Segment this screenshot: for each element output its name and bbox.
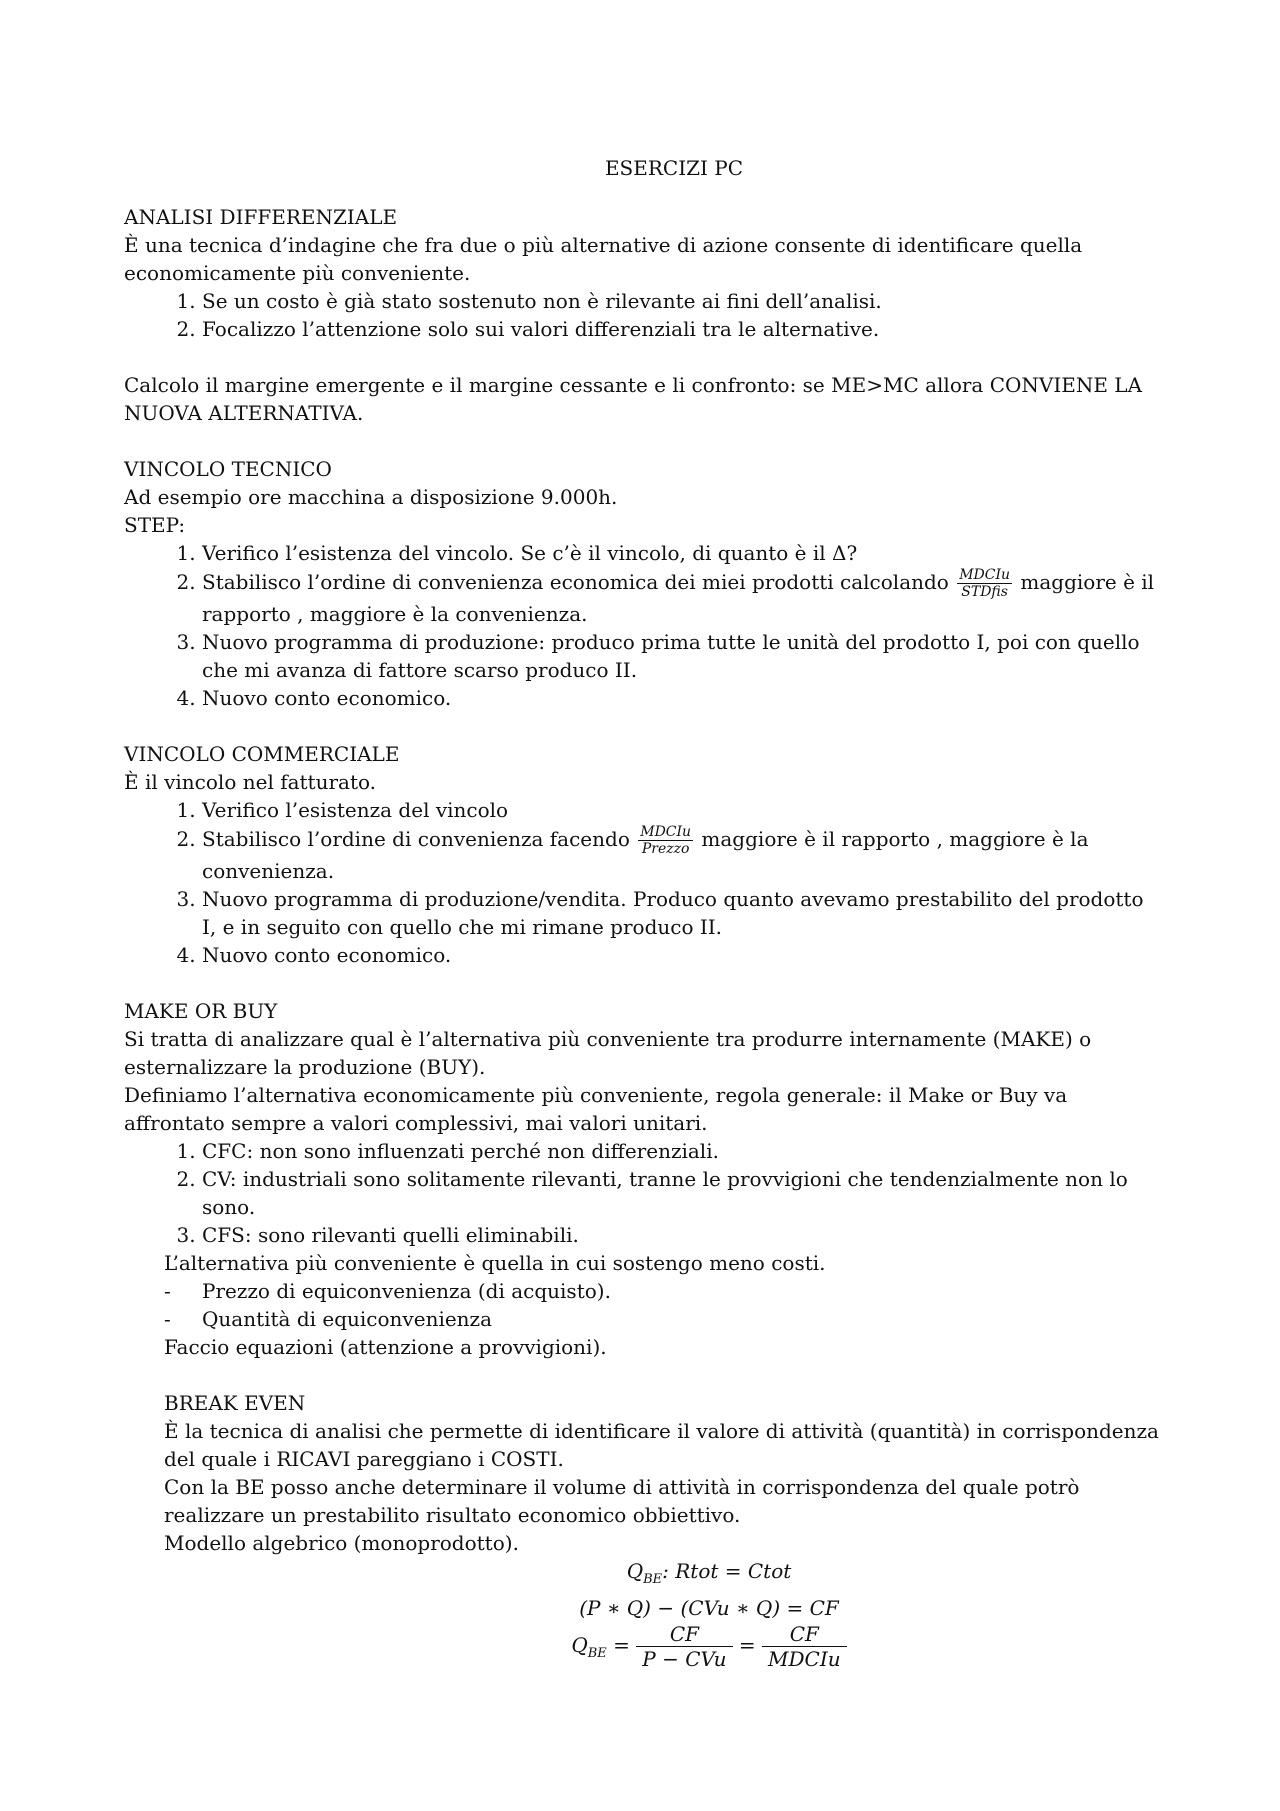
paragraph: Faccio equazioni (attenzione a provvigioni). [164,1335,607,1359]
paragraph: È la tecnica di analisi che permette di identificare il valore di attività (quantità) in corrispondenza del quale i RICAVI pareggiano i COSTI. [164,1419,1159,1471]
fraction-denominator: P − CVu [642,1647,727,1671]
section-vincolo-tecnico [124,455,1164,712]
section-heading: VINCOLO TECNICO [124,457,332,481]
section-vincolo-commerciale [124,740,1164,969]
formula-operator: = [738,1633,756,1657]
section-heading: MAKE OR BUY [124,999,278,1023]
formula-symbol: Q [571,1633,588,1657]
formula-line [254,1622,1164,1671]
section-heading: VINCOLO COMMERCIALE [124,742,400,766]
list-item: 1. Verifico l’esistenza del vincolo. Se c’è il vincolo, di quanto è il Δ? [202,539,1164,567]
formula-subscript: BE [587,1646,607,1661]
paragraph: Definiamo l’alternativa economicamente più conveniente, regola generale: il Make or Buy va affrontato sempre a valori complessivi, mai valori unitari. [124,1083,1068,1135]
list-item-text: Stabilisco l’ordine di convenienza facendo [202,827,630,851]
paragraph: STEP: [124,513,186,537]
section-analisi-differenziale [124,203,1164,427]
list-item: 3. Nuovo programma di produzione: produco prima tutte le unità del prodotto I, poi con quello che mi avanza di fattore scarso produco II. [202,628,1164,684]
formula-subscript: BE [643,1572,663,1587]
list-item: 2. Focalizzo l’attenzione solo sui valori differenziali tra le alternative. [202,315,1164,343]
paragraph: È una tecnica d’indagine che fra due o più alternative di azione consente di identificare quella economicamente più conveniente. [124,233,1083,285]
list-item-text: Stabilisco l’ordine di convenienza economica dei miei prodotti calcolando [202,570,949,594]
list-item: 1. Verifico l’esistenza del vincolo [202,796,1164,824]
paragraph: L’alternativa più conveniente è quella in cui sostengo meno costi. [164,1251,826,1275]
numbered-list [124,539,1164,712]
numbered-list [124,287,1164,343]
list-item-text: maggiore è il rapporto , maggiore è la convenienza. [202,827,1089,883]
list-item: 1. Se un costo è già stato sostenuto non è rilevante ai fini dell’analisi. [202,287,1164,315]
list-item: 2. CV: industriali sono solitamente rilevanti, tranne le provvigioni che tendenzialmente non lo sono. [202,1165,1164,1221]
formula-line [254,1557,1164,1594]
page-title: ESERCIZI PC [604,156,744,180]
fraction-denominator: STDfis [961,584,1008,600]
paragraph: Modello algebrico (monoprodotto). [164,1531,519,1555]
section-break-even [124,1389,1164,1671]
paragraph: Con la BE posso anche determinare il volume di attività in corrispondenza del quale potrò realizzare un prestabilito risultato economico obbiettivo. [164,1475,1080,1527]
fraction [638,824,693,857]
fraction-numerator: MDCIu [640,824,692,840]
fraction [762,1622,847,1671]
list-item: 3. CFS: sono rilevanti quelli eliminabili. [202,1221,1164,1249]
fraction-denominator: MDCIu [768,1647,841,1671]
section-make-or-buy [124,997,1164,1361]
fraction-denominator: Prezzo [641,841,690,857]
paragraph: Si tratta di analizzare qual è l’alternativa più conveniente tra produrre internamente (MAKE) o esternalizzare la produzione (BUY). [124,1027,1092,1079]
list-item: 1. CFC: non sono influenzati perché non differenziali. [202,1137,1164,1165]
fraction-numerator: CF [762,1622,847,1647]
paragraph: Calcolo il margine emergente e il margine cessante e li confronto: se ME>MC allora CONVIENE LA NUOVA ALTERNATIVA. [124,373,1143,425]
formula-symbol: Q [626,1559,644,1583]
list-item: 4. Nuovo conto economico. [202,941,1164,969]
document-page [124,154,1164,1671]
formula-operator: = [613,1633,630,1657]
formula-line: (P ∗ Q) − (CVu ∗ Q) = CF [579,1596,839,1620]
formula-text: : Rtot = Ctot [662,1559,792,1583]
fraction-numerator: CF [636,1622,732,1647]
list-item [202,567,1164,628]
fraction [636,1622,732,1671]
list-item: 3. Nuovo programma di produzione/vendita. Produco quanto avevamo prestabilito del prodotto I, e in seguito con quello che mi rimane produco II. [202,885,1164,941]
numbered-list [124,1137,1164,1249]
fraction-numerator: MDCIu [959,567,1011,583]
list-item [202,824,1164,885]
formula-block [164,1557,1164,1671]
list-item-text: maggiore è il rapporto , maggiore è la convenienza. [202,570,1155,626]
paragraph: È il vincolo nel fatturato. [124,770,377,794]
section-heading: ANALISI DIFFERENZIALE [124,205,398,229]
dash-list [124,1277,1164,1333]
numbered-list [124,796,1164,969]
list-item: - Prezzo di equiconvenienza (di acquisto). [164,1277,1164,1305]
list-item: - Quantità di equiconvenienza [164,1305,1164,1333]
section-heading: BREAK EVEN [164,1391,306,1415]
fraction [957,567,1012,600]
paragraph: Ad esempio ore macchina a disposizione 9.000h. [124,485,618,509]
list-item: 4. Nuovo conto economico. [202,684,1164,712]
